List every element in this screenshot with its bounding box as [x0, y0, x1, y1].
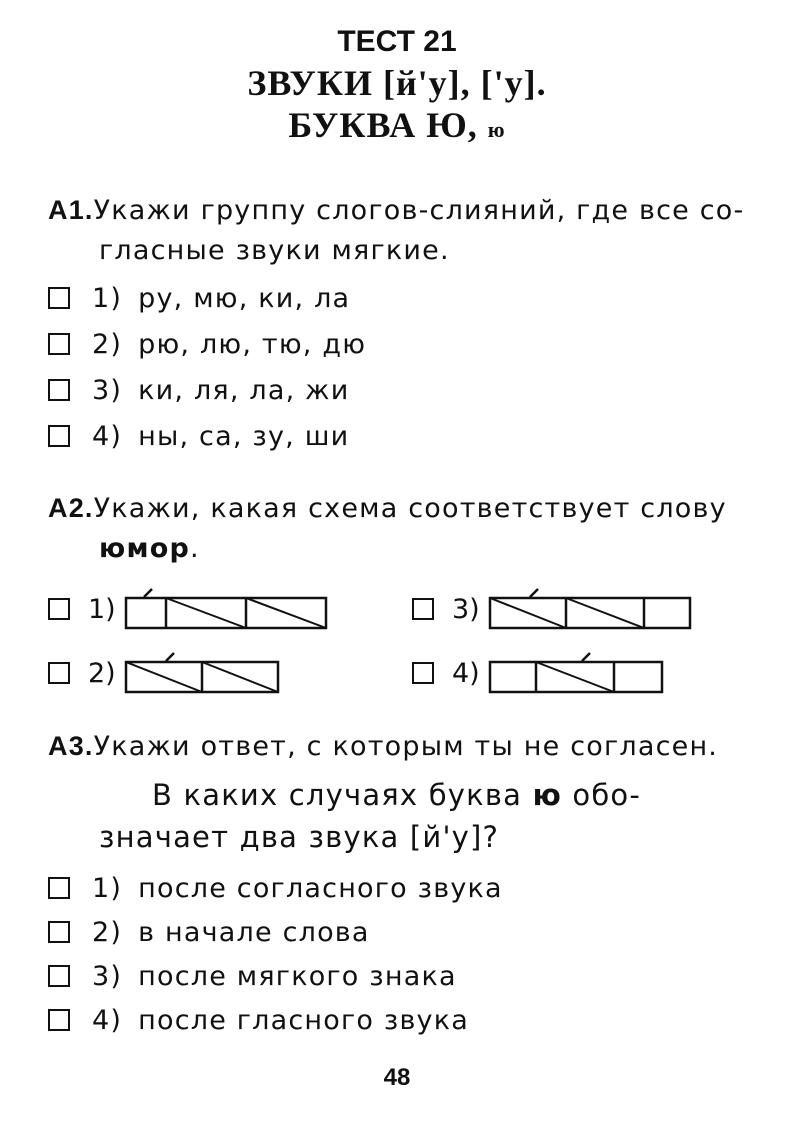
subtitle-main: БУКВА Ю, — [288, 105, 478, 145]
prompt-line2: значает два звука [й'у]? — [99, 820, 500, 854]
option-number: 3) — [92, 374, 123, 406]
checkbox[interactable] — [48, 921, 70, 943]
a3-prompt — [48, 774, 748, 858]
question-text-line1: Укажи, какая схема соответствует слову — [93, 493, 727, 524]
option-number: 3) — [452, 593, 480, 625]
page-number: 48 — [383, 1064, 411, 1091]
topic-subtitle — [0, 104, 794, 151]
option-number: 2) — [92, 328, 123, 360]
option-number: 4) — [92, 1004, 123, 1036]
a2-option-1[interactable] — [48, 586, 332, 632]
option-number: 4) — [92, 420, 123, 452]
checkbox[interactable] — [48, 965, 70, 987]
a2-option-4[interactable] — [412, 650, 666, 696]
checkbox[interactable] — [412, 662, 434, 684]
a3-option-3[interactable] — [48, 956, 457, 996]
topic-title: ЗВУКИ [й'у], ['у]. — [247, 63, 547, 103]
checkbox[interactable] — [48, 333, 70, 355]
a1-option-2[interactable] — [48, 324, 366, 364]
subtitle-small: ю — [487, 117, 506, 142]
question-a3 — [48, 726, 748, 767]
option-text: рю, лю, тю, дю — [138, 328, 367, 360]
question-number: А3. — [48, 731, 94, 761]
option-text: после гласного звука — [138, 1004, 469, 1036]
option-text: в начале слова — [138, 916, 370, 948]
checkbox[interactable] — [48, 425, 70, 447]
option-number: 3) — [92, 960, 123, 992]
punctuation: . — [190, 533, 200, 564]
checkbox[interactable] — [412, 598, 434, 620]
stress-mark — [530, 589, 538, 597]
checkbox[interactable] — [48, 287, 70, 309]
test-title: ТЕСТ 21 — [337, 25, 457, 58]
option-text: после согласного звука — [138, 872, 503, 904]
question-text-line2: гласные звуки мягкие. — [99, 235, 450, 266]
checkbox[interactable] — [48, 1009, 70, 1031]
option-text: ру, мю, ки, ла — [138, 282, 351, 314]
question-number: А1. — [48, 195, 94, 225]
syllable-scheme — [122, 650, 282, 696]
prompt-letter: ю — [532, 778, 562, 812]
checkbox[interactable] — [48, 877, 70, 899]
merge-diagonal — [246, 598, 326, 628]
prompt-part-a: В каких случаях буква — [152, 778, 523, 812]
a3-option-1[interactable] — [48, 868, 503, 908]
stress-mark — [144, 589, 152, 597]
prompt-part-b: обо- — [572, 778, 642, 812]
target-word: юмор — [99, 533, 190, 564]
syllable-scheme — [122, 586, 332, 632]
a2-option-3[interactable] — [412, 586, 696, 632]
a1-option-3[interactable] — [48, 370, 349, 410]
merge-diagonal — [536, 662, 614, 692]
stress-mark — [582, 653, 590, 661]
syllable-scheme — [486, 650, 666, 696]
stress-mark — [166, 653, 174, 661]
option-number: 4) — [452, 657, 480, 689]
a3-option-2[interactable] — [48, 912, 370, 952]
checkbox[interactable] — [48, 662, 70, 684]
question-a2 — [48, 488, 748, 569]
merge-diagonal — [566, 598, 644, 628]
question-text-line1: Укажи группу слогов-слияний, где все со- — [93, 195, 745, 226]
scheme-frame — [490, 598, 690, 628]
option-number: 1) — [92, 872, 123, 904]
checkbox[interactable] — [48, 598, 70, 620]
option-number: 1) — [88, 593, 116, 625]
option-text: ны, са, зу, ши — [138, 420, 350, 452]
option-text: после мягкого знака — [138, 960, 457, 992]
option-number: 2) — [88, 657, 116, 689]
a3-option-4[interactable] — [48, 1000, 469, 1040]
checkbox[interactable] — [48, 379, 70, 401]
merge-diagonal — [490, 598, 566, 628]
scheme-frame — [126, 598, 326, 628]
merge-diagonal — [126, 662, 202, 692]
a1-option-4[interactable] — [48, 416, 349, 456]
a2-option-2[interactable] — [48, 650, 282, 696]
question-text-line1: Укажи ответ, с которым ты не согласен. — [93, 731, 719, 762]
merge-diagonal — [166, 598, 246, 628]
option-text: ки, ля, ла, жи — [138, 374, 350, 406]
option-number: 2) — [92, 916, 123, 948]
question-a1 — [48, 190, 748, 271]
merge-diagonal — [202, 662, 278, 692]
option-number: 1) — [92, 282, 123, 314]
question-number: А2. — [48, 493, 94, 523]
title-block — [0, 22, 794, 151]
a1-option-1[interactable] — [48, 278, 350, 318]
syllable-scheme — [486, 586, 696, 632]
